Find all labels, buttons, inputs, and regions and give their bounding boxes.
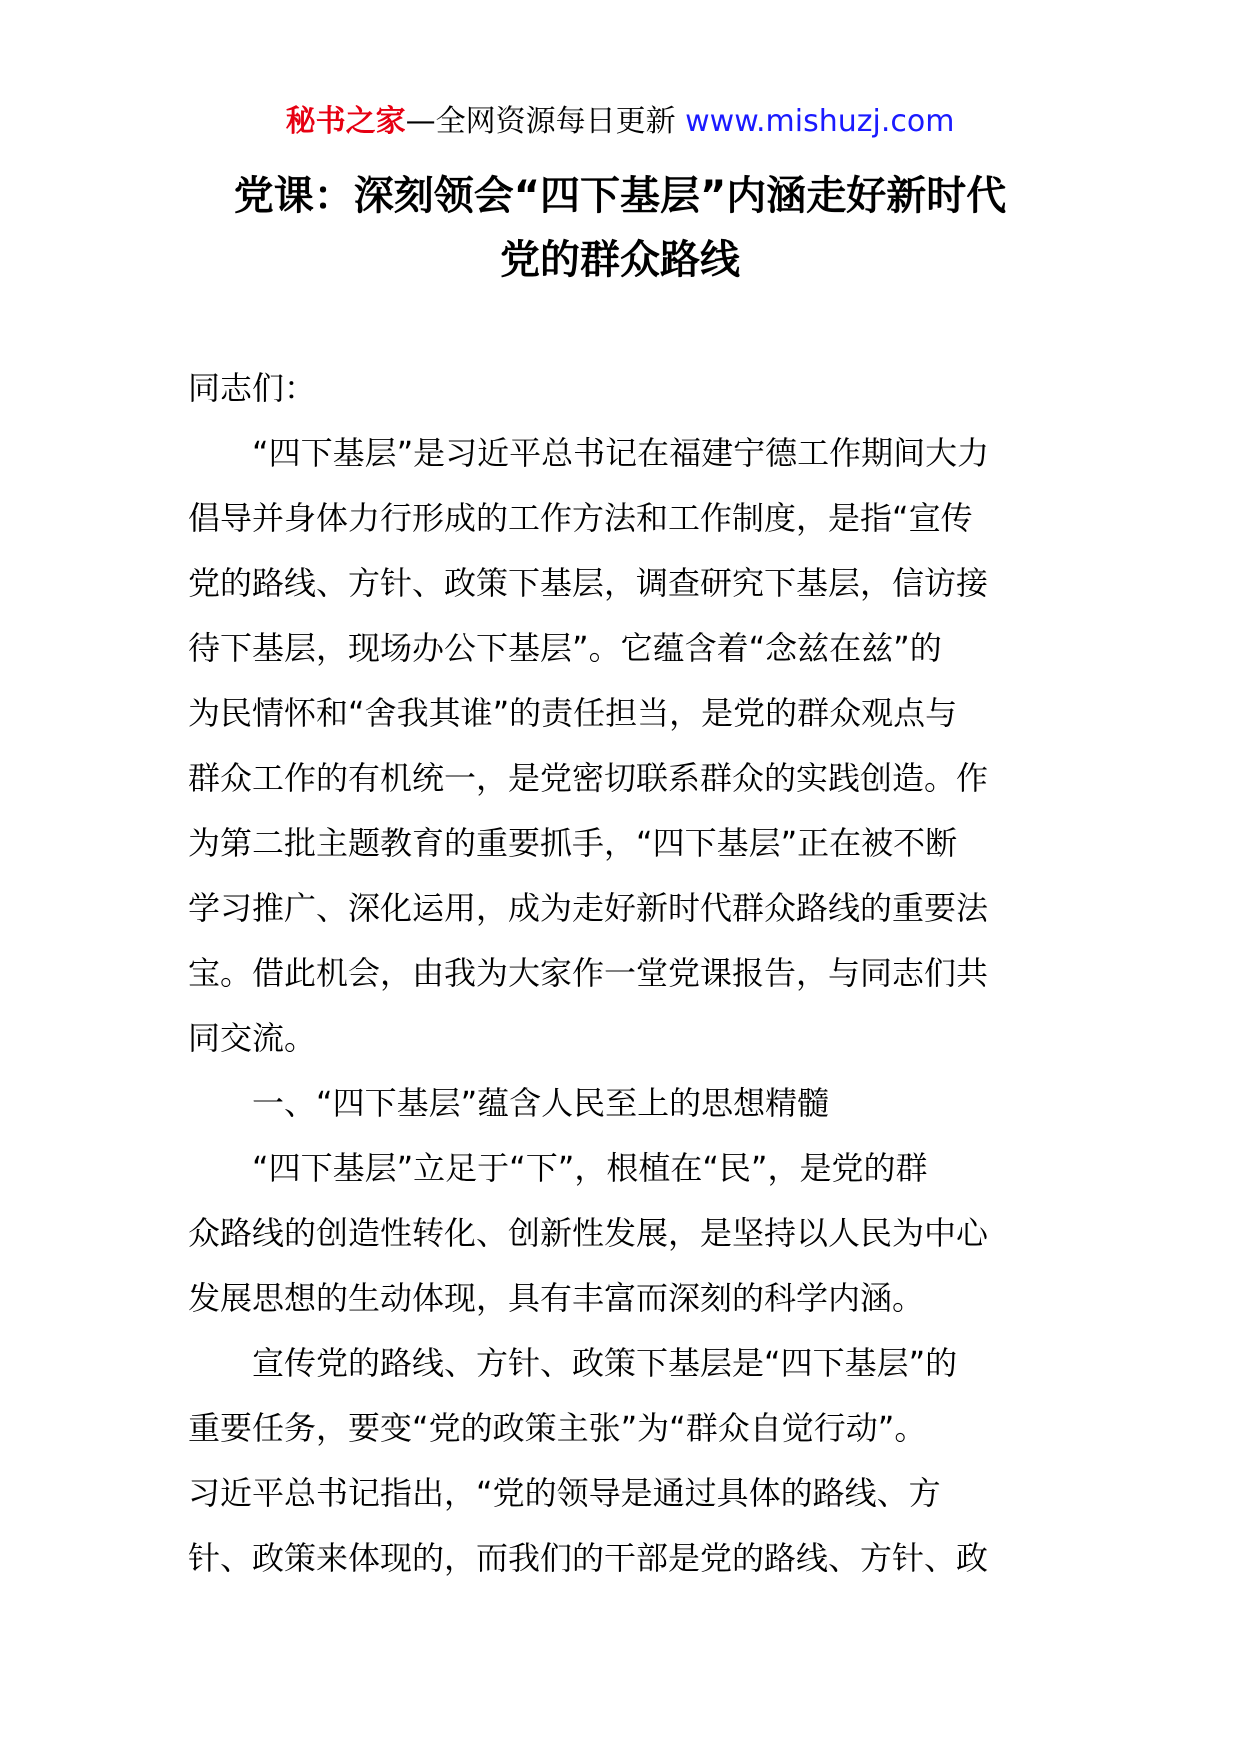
site-brand: 秘书之家 xyxy=(285,104,406,139)
paragraph-line: 发展思想的生动体现，具有丰富而深刻的科学内涵。 xyxy=(188,1279,925,1317)
paragraph-line: 宝。借此机会，由我为大家作一堂党课报告，与同志们共 xyxy=(188,954,989,992)
paragraph-line: “四下基层”是习近平总书记在福建宁德工作期间大力 xyxy=(252,434,990,472)
site-tagline: —全网资源每日更新 xyxy=(405,104,686,139)
paragraph-line: 倡导并身体力行形成的工作方法和工作制度，是指“宣传 xyxy=(188,499,973,537)
document-body xyxy=(188,356,1060,1591)
site-header xyxy=(0,100,1240,144)
paragraph-line: 针、政策来体现的，而我们的干部是党的路线、方针、政 xyxy=(188,1539,989,1577)
paragraph-line: “四下基层”立足于“下”，根植在“民”，是党的群 xyxy=(252,1149,928,1187)
paragraph-line: 习近平总书记指出，“党的领导是通过具体的路线、方 xyxy=(188,1474,941,1512)
paragraph-line: 为民情怀和“舍我其谁”的责任担当，是党的群众观点与 xyxy=(188,694,958,732)
salutation: 同志们： xyxy=(188,369,317,407)
title-line-1: 党课：深刻领会“四下基层”内涵走好新时代 xyxy=(233,173,1007,219)
paragraph-line: 众路线的创造性转化、创新性发展，是坚持以人民为中心 xyxy=(188,1214,989,1252)
paragraph-line: 待下基层，现场办公下基层”。它蕴含着“念兹在兹”的 xyxy=(188,629,942,667)
title-line-2: 党的群众路线 xyxy=(500,237,740,283)
paragraph-line: 学习推广、深化运用，成为走好新时代群众路线的重要法 xyxy=(188,889,989,927)
paragraph-3 xyxy=(188,1331,1060,1591)
paragraph-line: 为第二批主题教育的重要抓手，“四下基层”正在被不断 xyxy=(188,824,958,862)
paragraph-1 xyxy=(188,421,1060,1071)
paragraph-2 xyxy=(188,1136,1060,1331)
section-heading-1: 一、“四下基层”蕴含人民至上的思想精髓 xyxy=(252,1084,830,1122)
paragraph-line: 党的路线、方针、政策下基层，调查研究下基层，信访接 xyxy=(188,564,989,602)
paragraph-line: 群众工作的有机统一，是党密切联系群众的实践创造。作 xyxy=(188,759,989,797)
paragraph-line: 重要任务，要变“党的政策主张”为“群众自觉行动”。 xyxy=(188,1409,927,1447)
paragraph-line: 宣传党的路线、方针、政策下基层是“四下基层”的 xyxy=(252,1344,958,1382)
site-url-link[interactable]: www.mishuzj.com xyxy=(685,104,955,139)
paragraph-line: 同交流。 xyxy=(188,1019,317,1057)
document-title xyxy=(160,164,1080,292)
